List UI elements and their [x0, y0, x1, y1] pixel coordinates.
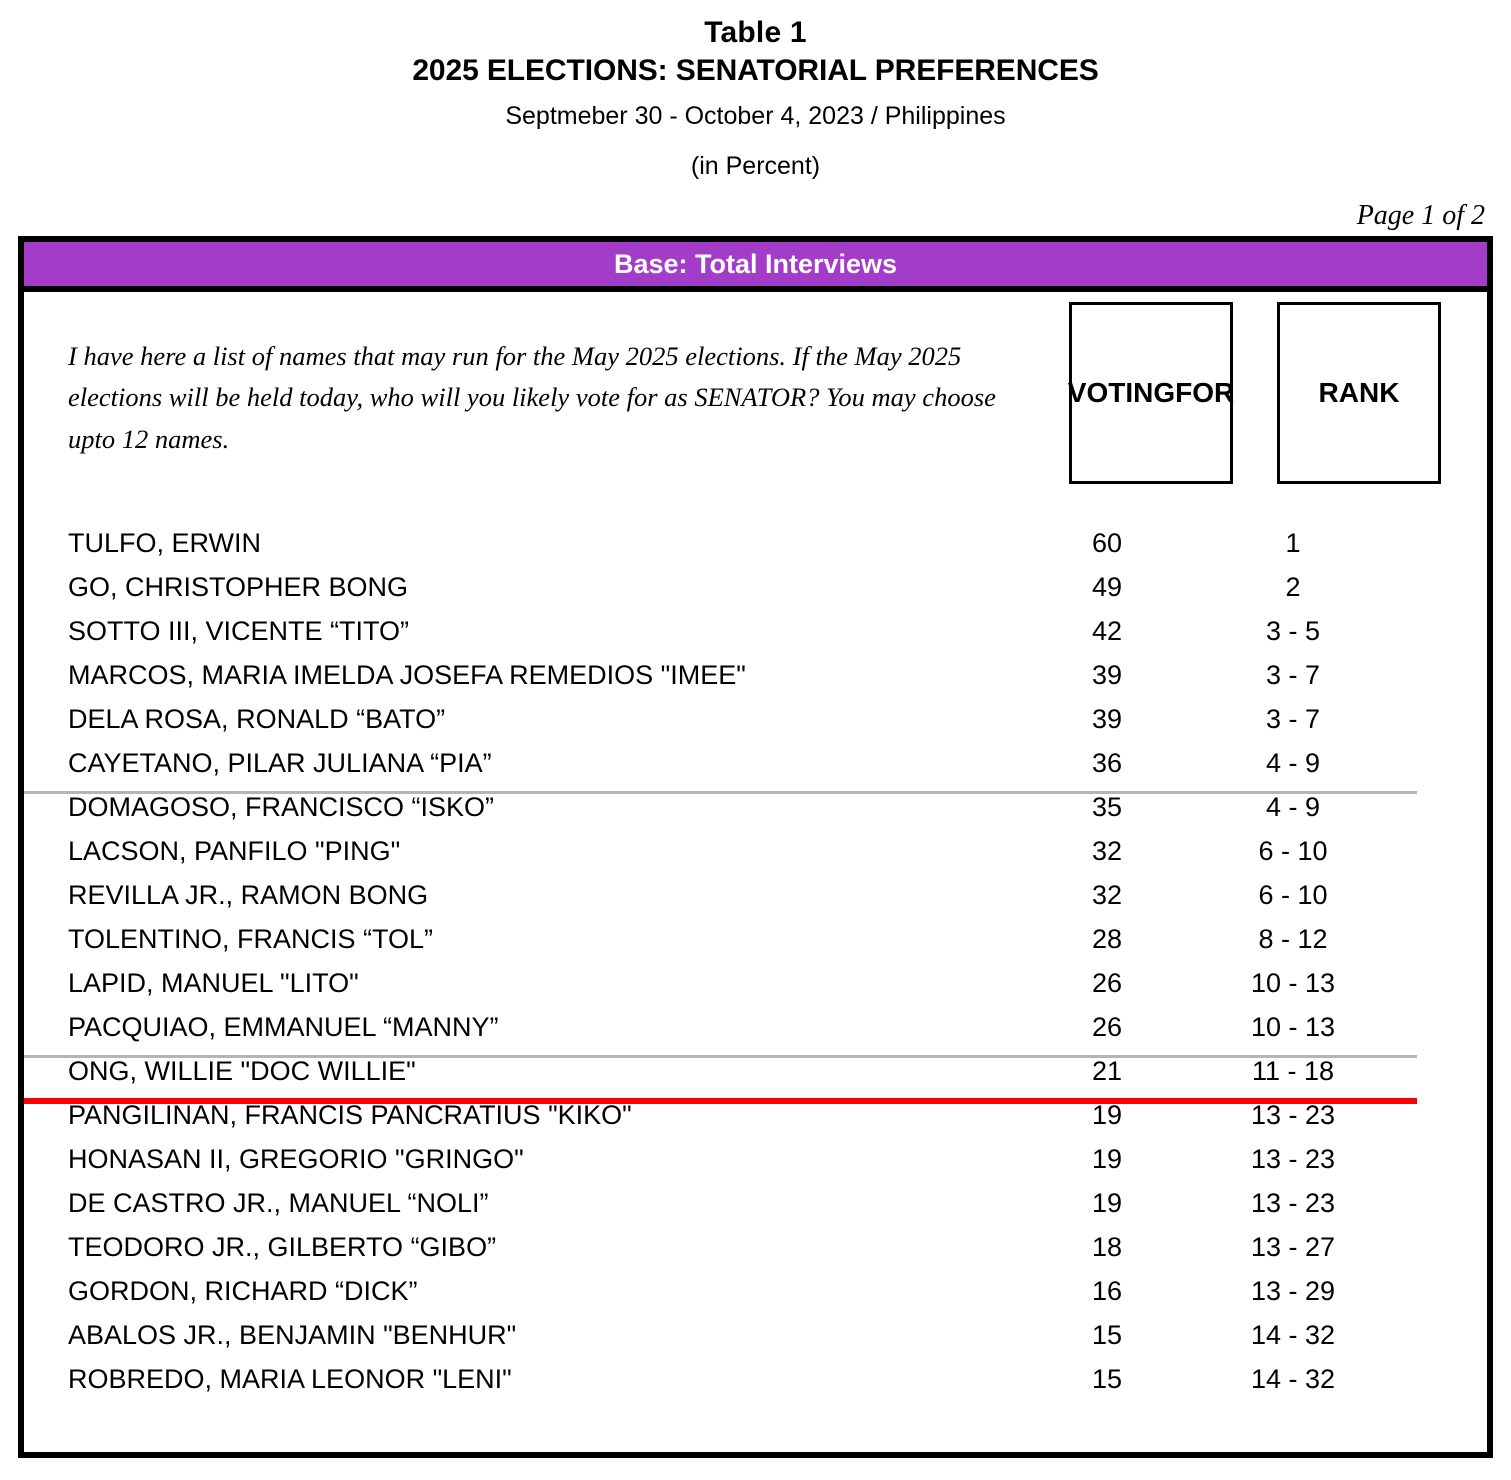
voting-for-value: 60 — [1091, 528, 1123, 559]
candidate-name: TOLENTINO, FRANCIS “TOL” — [68, 924, 434, 955]
table-row — [24, 880, 1487, 924]
candidate-name: LACSON, PANFILO "PING" — [68, 836, 401, 867]
page-title: 2025 ELECTIONS: SENATORIAL PREFERENCES — [412, 53, 1099, 87]
candidate-name: TULFO, ERWIN — [68, 528, 262, 559]
table-row — [24, 660, 1487, 704]
candidate-name: LAPID, MANUEL "LITO" — [68, 968, 359, 999]
voting-for-value: 26 — [1091, 1012, 1123, 1043]
candidate-name: REVILLA JR., RAMON BONG — [68, 880, 429, 911]
table-row — [24, 1012, 1487, 1056]
rank-value: 2 — [1285, 572, 1301, 603]
page-indicator-row — [0, 200, 1511, 234]
rank-value: 13 - 23 — [1250, 1100, 1336, 1131]
base-banner: Base: Total Interviews — [24, 242, 1487, 292]
voting-for-value: 19 — [1091, 1100, 1123, 1131]
document-header — [0, 0, 1511, 184]
voting-for-value: 19 — [1091, 1144, 1123, 1175]
rank-value: 4 - 9 — [1265, 748, 1321, 779]
rank-value: 13 - 23 — [1250, 1188, 1336, 1219]
table-row — [24, 1276, 1487, 1320]
rank-value: 14 - 32 — [1250, 1364, 1336, 1395]
table-row — [24, 1188, 1487, 1232]
candidate-name: GO, CHRISTOPHER BONG — [68, 572, 409, 603]
rank-value: 3 - 7 — [1265, 704, 1321, 735]
rank-value: 10 - 13 — [1250, 1012, 1336, 1043]
candidate-name: PACQUIAO, EMMANUEL “MANNY” — [68, 1012, 499, 1043]
candidate-name: CAYETANO, PILAR JULIANA “PIA” — [68, 748, 492, 779]
column-header-voting-for: VOTING FOR — [1069, 302, 1233, 484]
voting-for-value: 39 — [1091, 704, 1123, 735]
rank-value: 10 - 13 — [1250, 968, 1336, 999]
voting-for-value: 28 — [1091, 924, 1123, 955]
voting-for-value: 19 — [1091, 1188, 1123, 1219]
table-row — [24, 1100, 1487, 1144]
table-row — [24, 1232, 1487, 1276]
voting-for-value: 18 — [1091, 1232, 1123, 1263]
table-row — [24, 528, 1487, 572]
voting-for-value: 36 — [1091, 748, 1123, 779]
table-row — [24, 924, 1487, 968]
voting-for-value: 35 — [1091, 792, 1123, 823]
unit-note: (in Percent) — [690, 151, 821, 180]
rank-value: 8 - 12 — [1258, 924, 1328, 955]
survey-period-location: Septmeber 30 - October 4, 2023 / Philippines — [505, 101, 1006, 130]
table-row — [24, 836, 1487, 880]
voting-for-value: 26 — [1091, 968, 1123, 999]
table-label: Table 1 — [704, 16, 807, 49]
voting-for-value: 42 — [1091, 616, 1123, 647]
rank-value: 13 - 29 — [1250, 1276, 1336, 1307]
table-row — [24, 792, 1487, 836]
rank-value: 13 - 23 — [1250, 1144, 1336, 1175]
candidate-name: PANGILINAN, FRANCIS PANCRATIUS "KIKO" — [68, 1100, 632, 1131]
table-row — [24, 968, 1487, 1012]
question-text: I have here a list of names that may run for the May 2025 elections. If the May 2025 elections will be held today, who will you likely vote for as SENATOR? You may choose upto 12 names. — [68, 341, 996, 454]
table-head-area — [24, 292, 1487, 520]
rank-value: 3 - 5 — [1265, 616, 1321, 647]
voting-for-value: 32 — [1091, 880, 1123, 911]
table-row — [24, 1144, 1487, 1188]
candidate-name: SOTTO III, VICENTE “TITO” — [68, 616, 410, 647]
table-row — [24, 616, 1487, 660]
table-row — [24, 748, 1487, 792]
rank-value: 1 — [1285, 528, 1301, 559]
table-row — [24, 572, 1487, 616]
candidate-name: DELA ROSA, RONALD “BATO” — [68, 704, 446, 735]
table-row — [24, 1320, 1487, 1364]
candidate-name: GORDON, RICHARD “DICK” — [68, 1276, 418, 1307]
candidate-name: DE CASTRO JR., MANUEL “NOLI” — [68, 1188, 489, 1219]
candidate-name: TEODORO JR., GILBERTO “GIBO” — [68, 1232, 497, 1263]
rank-value: 6 - 10 — [1258, 880, 1328, 911]
rank-value: 3 - 7 — [1265, 660, 1321, 691]
table-row — [24, 704, 1487, 748]
voting-for-value: 15 — [1091, 1364, 1123, 1395]
candidate-name: ABALOS JR., BENJAMIN "BENHUR" — [68, 1320, 517, 1351]
rank-value: 11 - 18 — [1251, 1056, 1335, 1087]
candidate-name: ROBREDO, MARIA LEONOR "LENI" — [68, 1364, 512, 1395]
rank-value: 13 - 27 — [1250, 1232, 1336, 1263]
table-row — [24, 1364, 1487, 1408]
table-row — [24, 1056, 1487, 1100]
voting-for-value: 49 — [1091, 572, 1123, 603]
candidate-name: DOMAGOSO, FRANCISCO “ISKO” — [68, 792, 495, 823]
table-body — [24, 520, 1487, 1408]
candidate-name: HONASAN II, GREGORIO "GRINGO" — [68, 1144, 524, 1175]
voting-for-value: 39 — [1091, 660, 1123, 691]
candidate-name: ONG, WILLIE "DOC WILLIE" — [68, 1056, 416, 1087]
voting-for-value: 15 — [1091, 1320, 1123, 1351]
rank-value: 6 - 10 — [1258, 836, 1328, 867]
rank-value: 4 - 9 — [1265, 792, 1321, 823]
rank-value: 14 - 32 — [1250, 1320, 1336, 1351]
column-header-rank: RANK — [1277, 302, 1441, 484]
voting-for-value: 32 — [1091, 836, 1123, 867]
candidate-name: MARCOS, MARIA IMELDA JOSEFA REMEDIOS "IMEE" — [68, 660, 746, 691]
voting-for-value: 21 — [1091, 1056, 1123, 1087]
survey-table — [18, 236, 1493, 1458]
voting-for-value: 16 — [1091, 1276, 1123, 1307]
page-indicator: Page 1 of 2 — [1356, 200, 1485, 232]
